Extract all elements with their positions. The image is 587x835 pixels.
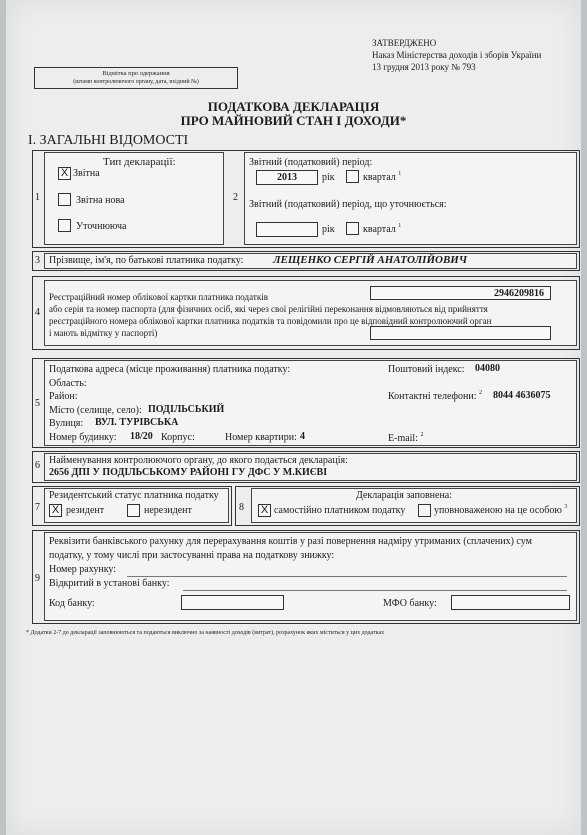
bank-details-cell (44, 532, 577, 621)
registration-text1: Реєстраційний номер облікової картки платника податків (49, 292, 268, 302)
house-value: 18/20 (130, 431, 153, 442)
type-new-checkbox[interactable] (58, 193, 71, 206)
declaration-page (6, 0, 581, 835)
adjusted-year-word: рік (322, 224, 335, 235)
period-quarter-sup: 1 (398, 171, 402, 177)
doc-subtitle: ПРО МАЙНОВИЙ СТАН І ДОХОДИ* (180, 113, 407, 128)
row4-number: 4 (35, 307, 40, 318)
filled-self-checkbox[interactable]: X (258, 504, 271, 517)
taxpayer-name-value: ЛЕЩЕНКО СЕРГІЙ АНАТОЛІЙОВИЧ (273, 254, 468, 266)
row3-number: 3 (35, 255, 40, 266)
receipt-stamp-line1: Відмітка про одержання (102, 70, 170, 77)
type-corrective-checkbox[interactable] (58, 219, 71, 232)
registration-text2: або серія та номер паспорта (для фізичних осіб, які через свої релігійні переконання відмовляються від прийняття (49, 304, 488, 314)
account-line[interactable] (127, 576, 567, 577)
row9-number: 9 (35, 573, 40, 584)
tax-authority-value: 2656 ДПІ У ПОДІЛЬСЬКОМУ РАЙОНІ ГУ ДФС У М.КИЄВІ (49, 467, 328, 478)
apartment-label: Номер квартири: (225, 432, 297, 443)
row1-number: 1 (35, 192, 40, 203)
resident-status-cell (44, 488, 229, 523)
resident-label: резидент (66, 505, 105, 516)
type-new-label: Звітна нова (76, 195, 125, 206)
registration-text4: і мають відмітку у паспорті) (49, 328, 158, 338)
adjusted-quarter-word: квартал (363, 224, 396, 235)
period-quarter-label (363, 172, 401, 183)
street-label: Вулиця: (49, 418, 84, 429)
phone-sup: 2 (479, 390, 483, 396)
bank-line[interactable] (183, 590, 567, 591)
type-regular-checkbox[interactable]: X (58, 167, 71, 180)
address-cell (44, 360, 577, 446)
house-label: Номер будинку: (49, 432, 117, 443)
nonresident-checkbox[interactable] (127, 504, 140, 517)
bank-code-label: Код банку: (49, 598, 95, 609)
footnote: * Додатки 2-7 до декларації заповнюються та подаються виключно за наявності доходів (витрат), розрахунок яких міститься у цих додатках (26, 630, 385, 636)
receipt-stamp-box (34, 67, 238, 89)
approval-title: ЗАТВЕРДЖЕНО (372, 38, 437, 48)
registration-text3: реєстраційного номера облікової картки платника податків та повідомили про це відповідний контролюючий орган (49, 316, 492, 326)
taxpayer-name-cell (44, 253, 577, 269)
email-label (388, 433, 424, 444)
phone-value: 8044 4636075 (493, 390, 551, 401)
registration-cell (44, 280, 577, 346)
adjusted-quarter-label (363, 224, 401, 235)
filled-agent-text: уповноваженою на це особою (434, 505, 562, 516)
oblast-label: Область: (49, 378, 87, 389)
street-value: ВУЛ. ТУРІВСЬКА (95, 417, 179, 428)
phone-label-text: Контактні телефони: (388, 391, 477, 402)
reporting-period-cell (244, 152, 577, 245)
bank-code-field[interactable] (181, 595, 284, 610)
row5-number: 5 (35, 398, 40, 409)
row8-number: 8 (239, 502, 244, 513)
period-year-field[interactable] (256, 170, 318, 185)
filled-by-title: Декларація заповнена: (356, 490, 453, 501)
mfo-field[interactable] (451, 595, 570, 610)
adjusted-quarter-checkbox[interactable] (346, 222, 359, 235)
tax-authority-label: Найменування контролюючого органу, до якого подається декларація: (49, 455, 348, 466)
tax-authority-cell (44, 453, 577, 481)
postcode-value: 04080 (475, 363, 500, 374)
postcode-label: Поштовий індекс: (388, 364, 465, 375)
email-label-text: E-mail: (388, 433, 418, 444)
account-label: Номер рахунку: (49, 564, 117, 575)
bank-details-text2: податку, у тому числі при застосуванні права на податкову знижку: (49, 550, 335, 561)
resident-status-title: Резидентський статус платника податку (49, 490, 219, 501)
receipt-stamp-line2: (штамп контролюючого органу, дата, вхідний №) (73, 79, 199, 85)
korpus-label: Корпус: (161, 432, 195, 443)
city-label: Місто (селище, село): (49, 405, 142, 416)
bank-details-text1: Реквізити банківського рахунку для перерахування коштів у разі повернення надміру утриманих (сплачених) сум (49, 536, 532, 547)
row7-number: 7 (35, 502, 40, 513)
filled-agent-sup: 3 (564, 504, 568, 510)
address-label: Податкова адреса (місце проживання) платника податку: (49, 364, 291, 375)
filled-agent-label (434, 505, 567, 516)
phone-label (388, 391, 482, 402)
type-corrective-label: Уточнююча (76, 221, 127, 232)
filled-self-label: самостійно платником податку (274, 505, 406, 516)
adjusted-quarter-sup: 1 (398, 223, 402, 229)
declaration-type-title: Тип декларації: (103, 156, 176, 168)
filled-by-cell (251, 488, 577, 523)
approval-line2: 13 грудня 2013 року № 793 (372, 62, 476, 72)
period-year-word: рік (322, 172, 335, 183)
resident-checkbox[interactable]: X (49, 504, 62, 517)
doc-title: ПОДАТКОВА ДЕКЛАРАЦІЯ (207, 99, 380, 114)
adjusted-period-label: Звітний (податковий) період, що уточнюється: (249, 199, 447, 210)
taxpayer-name-label: Прізвище, ім'я, по батькові платника податку: (49, 255, 244, 266)
period-quarter-checkbox[interactable] (346, 170, 359, 183)
mfo-label: МФО банку: (383, 598, 437, 609)
bank-label: Відкритий в установі банку: (49, 578, 170, 589)
period-quarter-word: квартал (363, 172, 396, 183)
passport-number-field[interactable] (370, 326, 551, 340)
filled-agent-checkbox[interactable] (418, 504, 431, 517)
nonresident-label: нерезидент (144, 505, 192, 516)
registration-number-value: 2946209816 (494, 288, 544, 299)
row6-number: 6 (35, 460, 40, 471)
section-title: І. ЗАГАЛЬНІ ВІДОМОСТІ (28, 133, 189, 148)
rayon-label: Район: (49, 391, 78, 402)
approval-line1: Наказ Міністерства доходів і зборів України (372, 50, 542, 60)
period-year-value: 2013 (277, 172, 297, 183)
declaration-type-cell (44, 152, 224, 245)
email-sup: 2 (420, 432, 424, 438)
adjusted-year-field[interactable] (256, 222, 318, 237)
apartment-value: 4 (300, 431, 305, 442)
type-regular-label: Звітна (73, 168, 100, 179)
city-value: ПОДІЛЬСЬКИЙ (148, 404, 225, 415)
row2-number: 2 (233, 192, 238, 203)
registration-number-field[interactable] (370, 286, 551, 300)
period-label: Звітний (податковий) період: (249, 157, 373, 168)
